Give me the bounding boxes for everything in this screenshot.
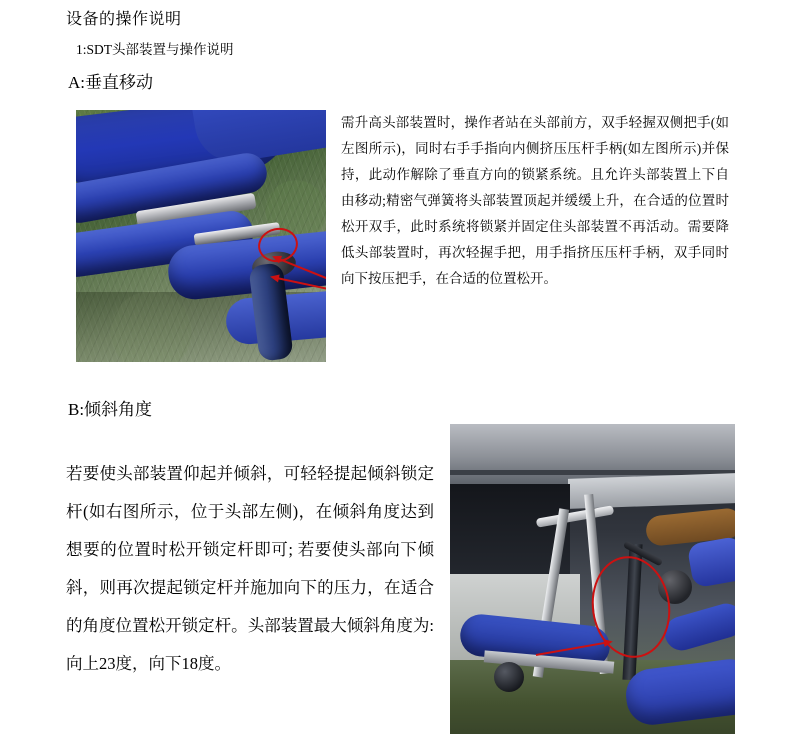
section-a-heading: A:垂直移动 (68, 73, 153, 92)
section-b-heading: B:倾斜角度 (68, 400, 153, 419)
photo-b-caster-wheel (494, 662, 524, 692)
section-b-photo (450, 424, 735, 734)
section-b-body: 若要使头部装置仰起并倾斜，可轻轻提起倾斜锁定杆(如右图所示，位于头部左侧)，在倾斜角度达到想要的位置时松开锁定杆即可; 若要使头部向下倾斜，则再次提起锁定杆并施加向下的压力，在适合的角度位置松开锁定杆。头部装置最大倾斜角度为:向上23度，向下18度。 (66, 464, 434, 673)
section-a-body: 需升高头部装置时，操作者站在头部前方，双手轻握双侧把手(如左图所示)，同时右手手指向内侧挤压压杆手柄(如左图所示)并保持，此动作解除了垂直方向的锁紧系统。且允许头部装置上下自由移动;精密气弹簧将头部装置顶起并缓缓上升，在合适的位置时松开双手，此时系统将锁紧并固定住头部装置不再活动。需要降低头部装置时，再次轻握手把，用手指挤压压杆手柄，双手同时向下按压把手，在合适的位置松开。 (341, 115, 729, 286)
section-a-photo (76, 110, 326, 362)
document-title: 设备的操作说明 (66, 11, 182, 28)
document-subtitle: 1:SDT头部装置与操作说明 (76, 42, 234, 57)
